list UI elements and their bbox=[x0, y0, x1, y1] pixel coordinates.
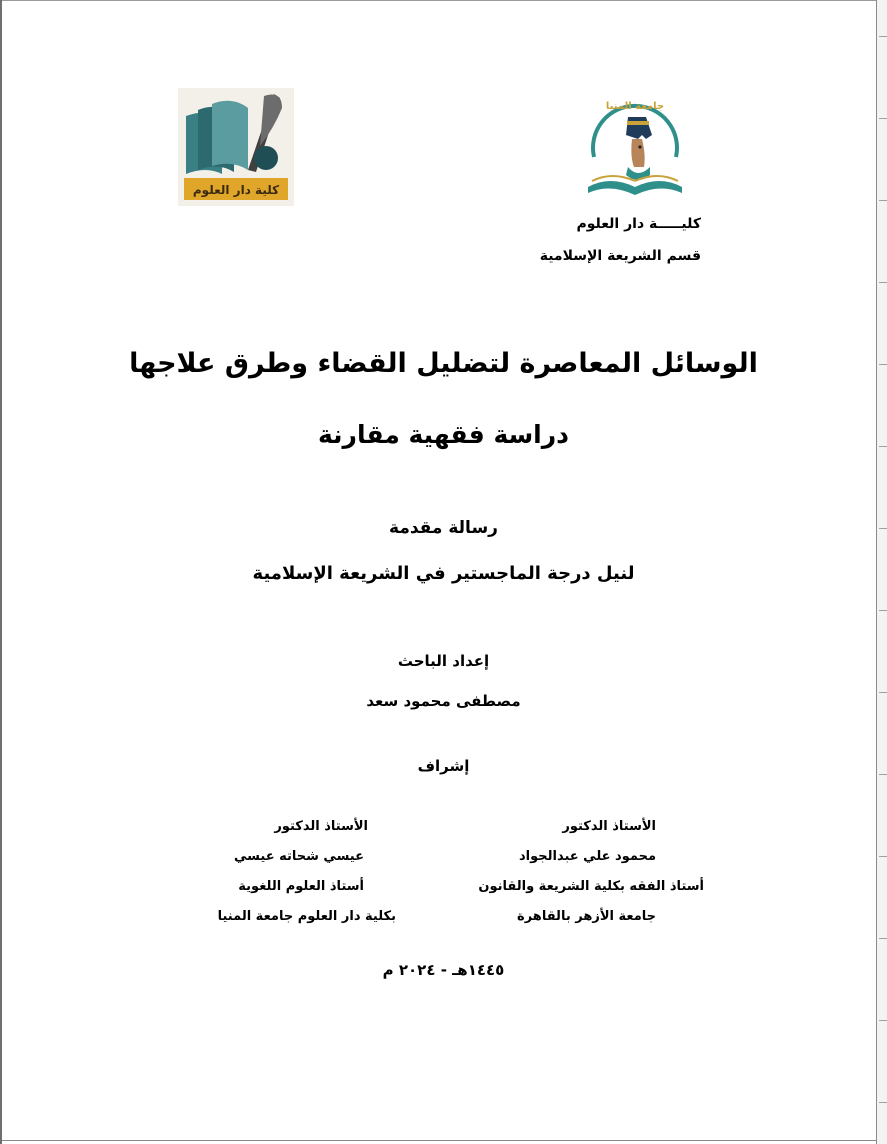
ruler-tick bbox=[879, 118, 887, 119]
ruler-tick bbox=[879, 856, 887, 857]
supervisor-2-name: عيسي شحاته عيسي bbox=[234, 849, 364, 864]
date-line: ١٤٤٥هـ - ٢٠٢٤ م bbox=[382, 961, 505, 979]
thesis-title: الوسائل المعاصرة لتضليل القضاء وطرق علاجها bbox=[129, 348, 758, 379]
supervisor-1 bbox=[444, 812, 704, 932]
researcher-name: مصطفى محمود سعد bbox=[366, 692, 521, 710]
supervisor-2-institution: بكلية دار العلوم جامعة المنيا bbox=[217, 909, 396, 924]
thesis-submitted-line: رسالة مقدمة bbox=[389, 518, 498, 538]
supervision-label: إشراف bbox=[417, 757, 470, 775]
ruler-tick bbox=[879, 200, 887, 201]
dar-al-uloom-logo bbox=[178, 88, 294, 206]
supervisor-2-title: الأستاذ الدكتور bbox=[274, 819, 368, 834]
college-name: كليـــــة دار العلوم bbox=[576, 216, 701, 232]
prepared-by-label: إعداد الباحث bbox=[397, 652, 490, 670]
thesis-subtitle: دراسة فقهية مقارنة bbox=[318, 420, 569, 449]
supervisor-2-position: أستاذ العلوم اللغوية bbox=[238, 879, 364, 894]
page-bottom-edge bbox=[2, 1140, 877, 1141]
degree-line: لنيل درجة الماجستير في الشريعة الإسلامية bbox=[252, 563, 635, 584]
ruler-tick bbox=[879, 938, 887, 939]
minia-university-logo bbox=[580, 95, 690, 205]
supervisor-1-institution: جامعة الأزهر بالقاهرة bbox=[517, 909, 656, 924]
window-top-border bbox=[0, 0, 887, 1]
department-name: قسم الشريعة الإسلامية bbox=[539, 248, 701, 264]
ruler-tick bbox=[879, 610, 887, 611]
supervisor-1-position: أستاذ الفقه بكلية الشريعة والقانون bbox=[478, 879, 704, 894]
ruler-tick bbox=[879, 1102, 887, 1103]
logo-faculty-text: كلية دار العلوم bbox=[192, 183, 280, 197]
supervisor-2 bbox=[166, 812, 396, 932]
ruler-tick bbox=[879, 282, 887, 283]
supervisor-1-title: الأستاذ الدكتور bbox=[562, 819, 656, 834]
supervisor-1-name: محمود علي عبدالجواد bbox=[518, 849, 656, 864]
ruler-tick bbox=[879, 36, 887, 37]
ruler-tick bbox=[879, 1020, 887, 1021]
logo-university-text: جامعة المنيا bbox=[605, 101, 665, 112]
